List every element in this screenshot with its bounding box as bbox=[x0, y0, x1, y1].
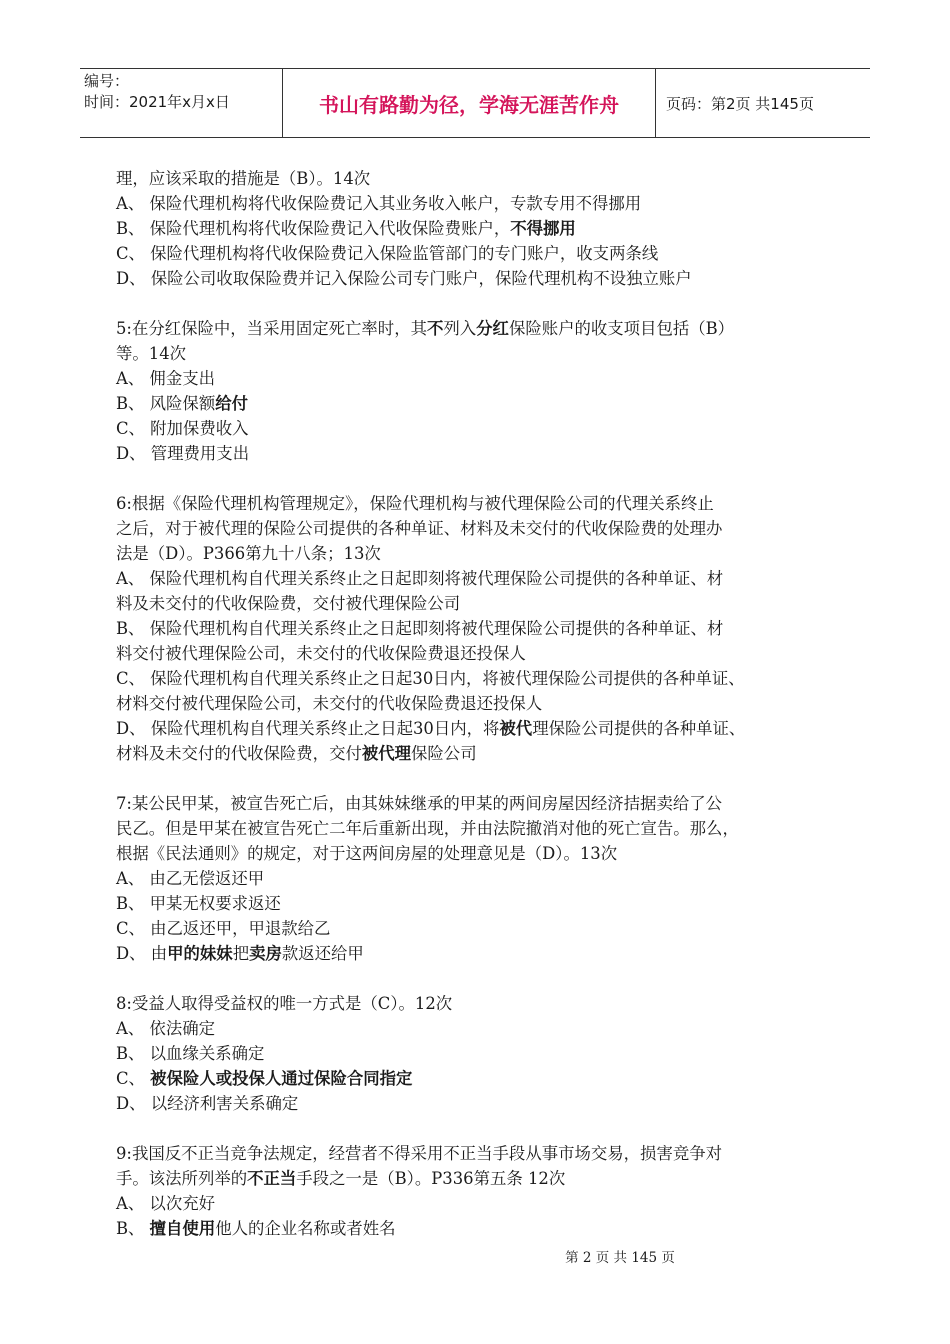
text-run: 料交付被代理保险公司，未交付的代收保险费退还投保人 bbox=[116, 644, 526, 663]
text-line bbox=[116, 691, 856, 716]
text-run: 6:根据《保险代理机构管理规定》，保险代理机构与被代理保险公司的代理关系终止 bbox=[116, 494, 714, 513]
text-run: D、 由 bbox=[116, 944, 168, 963]
text-run: 材料交付被代理保险公司，未交付的代收保险费退还投保人 bbox=[116, 694, 543, 713]
text-run: 根据《民法通则》的规定，对于这两间房屋的处理意见是（D）。13次 bbox=[116, 844, 618, 863]
text-line bbox=[116, 516, 856, 541]
text-line bbox=[116, 491, 856, 516]
header-motto: 书山有路勤为径，学海无涯苦作舟 bbox=[282, 69, 656, 137]
text-line bbox=[116, 991, 856, 1016]
bold-text: 擅自使用 bbox=[149, 1219, 216, 1238]
text-run: C、 保险代理机构将代收保险费记入保险监管部门的专门账户，收支两条线 bbox=[116, 244, 659, 263]
text-run: A、 由乙无偿返还甲 bbox=[116, 869, 265, 888]
text-line bbox=[116, 166, 856, 191]
text-run: B、 保险代理机构将代收保险费记入代收保险费账户， bbox=[116, 219, 511, 238]
text-line bbox=[116, 341, 856, 366]
text-run: C、 由乙返还甲，甲退款给乙 bbox=[116, 919, 331, 938]
page-header bbox=[80, 68, 870, 138]
bold-text: 不得挪用 bbox=[510, 219, 576, 238]
text-run: C、 附加保费收入 bbox=[116, 419, 249, 438]
text-line bbox=[116, 441, 856, 466]
text-line bbox=[116, 416, 856, 441]
text-run: B、 以血缘关系确定 bbox=[116, 1044, 265, 1063]
text-run: 款返还给甲 bbox=[281, 944, 364, 963]
text-line bbox=[116, 816, 856, 841]
header-meta bbox=[80, 69, 282, 137]
text-line bbox=[116, 1016, 856, 1041]
text-line bbox=[116, 1216, 856, 1241]
bold-text: 被代理 bbox=[361, 744, 412, 763]
text-run: 8:受益人取得受益权的唯一方式是（C）。12次 bbox=[116, 994, 453, 1013]
text-line bbox=[116, 791, 856, 816]
text-line bbox=[116, 741, 856, 766]
paragraph-gap bbox=[116, 466, 856, 491]
text-line bbox=[116, 1041, 856, 1066]
text-run: 5:在分红保险中，当采用固定死亡率时，其 bbox=[116, 319, 427, 338]
text-run: B、 风险保额 bbox=[116, 394, 216, 413]
text-line bbox=[116, 1191, 856, 1216]
page-footer: 第 2 页 共 145 页 bbox=[565, 1250, 675, 1266]
bold-text: 不正当 bbox=[247, 1169, 297, 1188]
text-run: 手。该法所列举的 bbox=[116, 1169, 248, 1188]
text-run: 保险账户的收支项目包括（B） bbox=[508, 319, 735, 338]
text-line bbox=[116, 616, 856, 641]
text-line bbox=[116, 591, 856, 616]
text-run: D、 保险代理机构自代理关系终止之日起30日内，将 bbox=[116, 719, 500, 738]
text-line bbox=[116, 316, 856, 341]
text-run: A、 佣金支出 bbox=[116, 369, 215, 388]
text-line bbox=[116, 916, 856, 941]
text-line bbox=[116, 391, 856, 416]
text-run: D、 管理费用支出 bbox=[116, 444, 250, 463]
bold-text: 给付 bbox=[215, 394, 248, 413]
text-run: 等。14次 bbox=[116, 344, 187, 363]
text-line bbox=[116, 1141, 856, 1166]
text-line bbox=[116, 941, 856, 966]
text-line bbox=[116, 866, 856, 891]
text-run: 材料及未交付的代收保险费，交付 bbox=[116, 744, 362, 763]
text-run: 列入 bbox=[443, 319, 477, 338]
text-line bbox=[116, 891, 856, 916]
bold-text: 不 bbox=[426, 319, 444, 338]
text-run: 他人的企业名称或者姓名 bbox=[215, 1219, 396, 1238]
text-run: A、 保险代理机构将代收保险费记入其业务收入帐户，专款专用不得挪用 bbox=[116, 194, 642, 213]
text-run: A、 以次充好 bbox=[116, 1194, 215, 1213]
bold-text: 甲的妹妹 bbox=[167, 944, 233, 963]
text-line bbox=[116, 1091, 856, 1116]
text-line bbox=[116, 266, 856, 291]
bold-text: 分红 bbox=[476, 319, 509, 338]
text-line bbox=[116, 1166, 856, 1191]
paragraph-gap bbox=[116, 766, 856, 791]
text-run: 之后，对于被代理的保险公司提供的各种单证、材料及未交付的代收保险费的处理办 bbox=[116, 519, 723, 538]
text-run: 理保险公司提供的各种单证、 bbox=[532, 719, 746, 738]
text-line bbox=[116, 841, 856, 866]
text-run: 民乙。但是甲某在被宣告死亡二年后重新出现，并由法院撤消对他的死亡宣告。那么， bbox=[116, 819, 739, 838]
text-run: 手段之一是（B）。P336第五条 12次 bbox=[296, 1169, 566, 1188]
time-label: 时间：2021年x月x日 bbox=[84, 93, 230, 111]
text-run: A、 保险代理机构自代理关系终止之日起即刻将被代理保险公司提供的各种单证、材 bbox=[116, 569, 724, 588]
text-run: B、 bbox=[116, 1219, 150, 1238]
paragraph-gap bbox=[116, 291, 856, 316]
paragraph-gap bbox=[116, 1116, 856, 1141]
number-label: 编号： bbox=[84, 72, 130, 90]
text-run: 保险公司 bbox=[411, 744, 477, 763]
text-run: 料及未交付的代收保险费，交付被代理保险公司 bbox=[116, 594, 461, 613]
bold-text: 被保险人或投保人通过保险合同指定 bbox=[150, 1069, 413, 1088]
text-line bbox=[116, 566, 856, 591]
text-line bbox=[116, 666, 856, 691]
text-run: C、 保险代理机构自代理关系终止之日起30日内，将被代理保险公司提供的各种单证、 bbox=[116, 669, 745, 688]
text-line bbox=[116, 216, 856, 241]
text-run: B、 甲某无权要求返还 bbox=[116, 894, 281, 913]
text-line bbox=[116, 191, 856, 216]
text-line bbox=[116, 541, 856, 566]
bold-text: 卖房 bbox=[249, 944, 282, 963]
text-run: A、 依法确定 bbox=[116, 1019, 215, 1038]
text-line bbox=[116, 1066, 856, 1091]
text-line bbox=[116, 241, 856, 266]
header-page-info: 页码：第2页 共145页 bbox=[666, 94, 814, 113]
text-run: 理，应该采取的措施是（B）。14次 bbox=[116, 169, 371, 188]
text-run: C、 bbox=[116, 1069, 151, 1088]
text-run: B、 保险代理机构自代理关系终止之日起即刻将被代理保险公司提供的各种单证、材 bbox=[116, 619, 724, 638]
text-run: D、 以经济利害关系确定 bbox=[116, 1094, 299, 1113]
document-body bbox=[116, 166, 856, 1241]
text-line bbox=[116, 716, 856, 741]
text-run: 把 bbox=[232, 944, 250, 963]
text-run: 7:某公民甲某，被宣告死亡后，由其妹妹继承的甲某的两间房屋因经济拮据卖给了公 bbox=[116, 794, 723, 813]
text-line bbox=[116, 366, 856, 391]
text-run: 法是（D）。P366第九十八条；13次 bbox=[116, 544, 381, 563]
text-run: D、 保险公司收取保险费并记入保险公司专门账户，保险代理机构不设独立账户 bbox=[116, 269, 692, 288]
text-run: 9:我国反不正当竞争法规定，经营者不得采用不正当手段从事市场交易，损害竞争对 bbox=[116, 1144, 723, 1163]
text-line bbox=[116, 641, 856, 666]
paragraph-gap bbox=[116, 966, 856, 991]
bold-text: 被代 bbox=[499, 719, 533, 738]
